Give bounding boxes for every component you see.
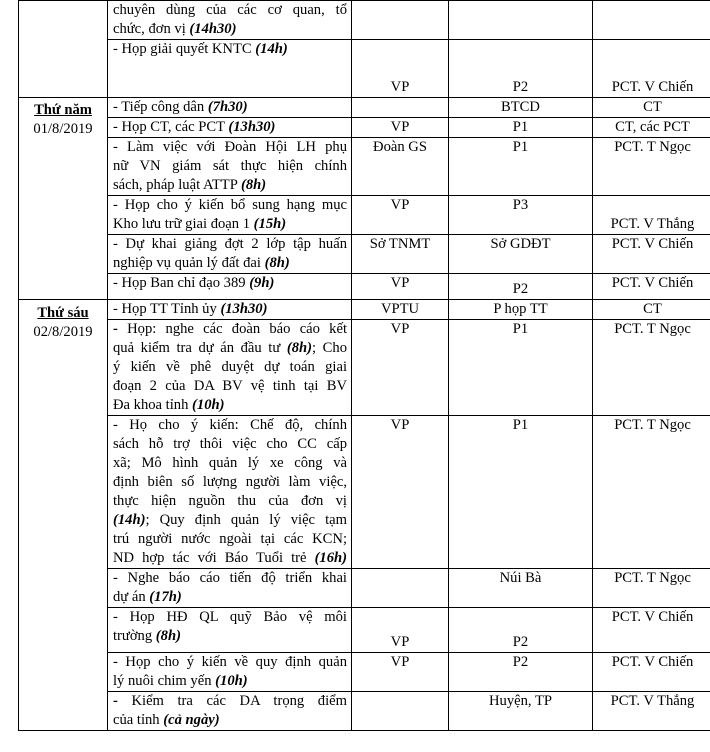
place-cell [449, 118, 593, 138]
task-line: - Tiếp công dân (7h30) [113, 99, 248, 115]
task-cell [108, 138, 352, 196]
unit-text: VP [390, 321, 410, 337]
chair-text: PCT. V Chiến [611, 236, 694, 252]
task-line: - Họp HĐ QL quỹ Bảo vệ môi [113, 609, 347, 625]
place-cell [449, 196, 593, 235]
table-row [19, 138, 710, 196]
chair-text: CT, các PCT [615, 119, 690, 135]
unit-text [352, 692, 448, 711]
task-cell [108, 692, 352, 731]
chair-cell [593, 235, 710, 274]
chair-text: PCT. V Chiến [611, 609, 694, 625]
unit-text [352, 1, 448, 20]
table-row [19, 300, 710, 320]
unit-cell [352, 608, 449, 653]
chair-cell [593, 653, 710, 692]
unit-cell [352, 320, 449, 416]
day-date: 02/8/2019 [33, 324, 93, 340]
task-line: - Họp cho ý kiến về quy định quản [113, 654, 347, 670]
unit-text [352, 98, 448, 117]
chair-cell [593, 300, 710, 320]
unit-cell [352, 40, 449, 98]
task-line: xã; Mô hình quản lý xe công và [113, 455, 347, 471]
unit-cell [352, 653, 449, 692]
task-line: chuyên dùng của các cơ quan, tổ [113, 2, 347, 18]
chair-cell [593, 608, 710, 653]
chair-text: PCT. T Ngọc [614, 139, 691, 155]
table-row [19, 98, 710, 118]
place-text: P2 [512, 654, 529, 670]
day-cell [19, 300, 108, 731]
chair-text: PCT. T Ngọc [614, 321, 691, 337]
task-line: - Họp TT Tỉnh ủy (13h30) [113, 301, 268, 317]
task-cell [108, 235, 352, 274]
chair-text: PCT. V Thắng [610, 693, 695, 709]
chair-cell [593, 692, 710, 731]
unit-cell [352, 1, 449, 40]
chair-cell [593, 416, 710, 569]
task-line: nữ VN giám sát thực hiện chính [113, 158, 347, 174]
place-text: Núi Bà [499, 570, 542, 586]
place-cell [449, 608, 593, 653]
task-line: - Nghe báo cáo tiến độ triển khai [113, 570, 347, 586]
task-line: trú người nước ngoài tại các KCN; [113, 531, 347, 547]
chair-cell [593, 40, 710, 98]
chair-text: PCT. T Ngọc [614, 570, 691, 586]
chair-cell [593, 569, 710, 608]
task-line: - Họp giải quyết KNTC (14h) [113, 41, 288, 57]
chair-cell [593, 320, 710, 416]
place-cell [449, 1, 593, 40]
chair-cell [593, 196, 710, 235]
chair-text: PCT. V Thắng [610, 216, 695, 232]
schedule-table [18, 0, 710, 731]
chair-cell [593, 274, 710, 300]
task-cell [108, 196, 352, 235]
unit-cell [352, 138, 449, 196]
task-cell [108, 118, 352, 138]
unit-text: VP [390, 417, 410, 433]
place-cell [449, 235, 593, 274]
table-row [19, 653, 710, 692]
unit-text: VPTU [380, 301, 420, 317]
place-cell [449, 653, 593, 692]
place-cell [449, 138, 593, 196]
task-cell [108, 274, 352, 300]
table-row [19, 118, 710, 138]
place-text: P họp TT [493, 301, 548, 317]
task-line: - Dự khai giảng đợt 2 lớp tập huấn [113, 236, 347, 252]
task-line: - Họ cho ý kiến: Chế độ, chính [113, 417, 347, 433]
unit-cell [352, 235, 449, 274]
task-line: - Họp cho ý kiến bổ sung hạng mục [113, 197, 347, 213]
place-cell [449, 416, 593, 569]
chair-cell [593, 98, 710, 118]
task-cell [108, 653, 352, 692]
place-cell [449, 569, 593, 608]
task-cell [108, 1, 352, 40]
unit-cell [352, 569, 449, 608]
chair-cell [593, 1, 710, 40]
unit-cell [352, 274, 449, 300]
unit-text: VP [390, 654, 410, 670]
task-cell [108, 608, 352, 653]
place-cell [449, 98, 593, 118]
day-name: Thứ sáu [37, 305, 89, 321]
table-row [19, 1, 710, 40]
unit-text: Sở TNMT [369, 236, 431, 252]
task-cell [108, 98, 352, 118]
unit-cell [352, 196, 449, 235]
chair-text: PCT. V Chiến [611, 654, 694, 670]
task-line: của tỉnh (cả ngày) [113, 712, 220, 728]
place-text: BTCD [501, 99, 540, 115]
task-line: - Họp: nghe các đoàn báo cáo kết [113, 321, 347, 337]
day-cell [19, 98, 108, 300]
unit-text: VP [390, 79, 410, 95]
table-row [19, 235, 710, 274]
place-cell [449, 300, 593, 320]
place-text: P2 [512, 281, 529, 297]
unit-text: Đoàn GS [373, 139, 427, 155]
chair-text [593, 1, 710, 20]
task-line: dự án (17h) [113, 589, 182, 605]
task-line: - Họp Ban chỉ đạo 389 (9h) [113, 275, 275, 291]
task-line: chức, đơn vị (14h30) [113, 21, 237, 37]
unit-cell [352, 692, 449, 731]
day-date: 01/8/2019 [33, 121, 93, 137]
day-name: Thứ năm [34, 102, 92, 118]
place-text: Sở GDĐT [490, 236, 551, 252]
task-line: - Làm việc với Đoàn Hội LH phụ [113, 139, 347, 155]
place-text: P1 [512, 417, 529, 433]
table-row [19, 416, 710, 569]
table-row [19, 274, 710, 300]
task-cell [108, 416, 352, 569]
unit-text: VP [390, 634, 410, 650]
place-cell [449, 692, 593, 731]
chair-text: PCT. V Chiến [611, 275, 694, 291]
unit-text: VP [390, 275, 410, 291]
day-cell [19, 1, 108, 98]
table-row [19, 608, 710, 653]
unit-text [352, 569, 448, 588]
place-text: Huyện, TP [489, 693, 552, 709]
unit-cell [352, 118, 449, 138]
task-line: - Kiểm tra các DA trọng điểm [113, 693, 347, 709]
unit-cell [352, 416, 449, 569]
place-text: P2 [512, 634, 529, 650]
chair-text: PCT. V Chiến [611, 79, 694, 95]
task-line: đoạn 2 của DA BV vệ tinh tại BV [113, 378, 347, 394]
task-line: Kho lưu trữ giai đoạn 1 (15h) [113, 216, 287, 232]
place-text: P2 [512, 79, 529, 95]
chair-text: PCT. T Ngọc [614, 417, 691, 433]
task-line: ND hợp tác với Báo Tuổi trẻ (16h) [113, 550, 347, 566]
place-text: P3 [512, 197, 529, 213]
place-cell [449, 40, 593, 98]
task-cell [108, 320, 352, 416]
task-cell [108, 569, 352, 608]
table-row [19, 320, 710, 416]
task-line: lý nuôi chim yến (10h) [113, 673, 248, 689]
task-line: thực hiện nguồn thu của đơn vị [113, 493, 347, 509]
task-line: sách, pháp luật ATTP (8h) [113, 177, 267, 193]
task-line: Đa khoa tỉnh (10h) [113, 397, 225, 413]
task-cell [108, 40, 352, 98]
task-line: định biên số lượng người làm việc, [113, 474, 347, 490]
unit-text: VP [390, 197, 410, 213]
unit-text: VP [390, 119, 410, 135]
place-text: P1 [512, 139, 529, 155]
chair-text: CT [643, 99, 662, 115]
table-row [19, 692, 710, 731]
unit-cell [352, 300, 449, 320]
table-row [19, 196, 710, 235]
table-row [19, 40, 710, 98]
task-line: - Họp CT, các PCT (13h30) [113, 119, 276, 135]
place-text [449, 1, 592, 20]
place-cell [449, 274, 593, 300]
task-line: ý kiến về phê duyệt dự toán giai [113, 359, 347, 375]
task-line: quả kiểm tra dự án đầu tư (8h); Cho [113, 340, 347, 356]
place-text: P1 [512, 321, 529, 337]
task-line: (14h); Quy định quản lý việc tạm [113, 512, 347, 528]
task-line: trường (8h) [113, 628, 181, 644]
place-text: P1 [512, 119, 529, 135]
chair-text: CT [643, 301, 662, 317]
chair-cell [593, 138, 710, 196]
unit-cell [352, 98, 449, 118]
chair-cell [593, 118, 710, 138]
task-cell [108, 300, 352, 320]
task-line: nghiệp vụ quản lý đất đai (8h) [113, 255, 290, 271]
table-row [19, 569, 710, 608]
task-line: sách hỗ trợ thôi việc cho CC cấp [113, 436, 347, 452]
place-cell [449, 320, 593, 416]
